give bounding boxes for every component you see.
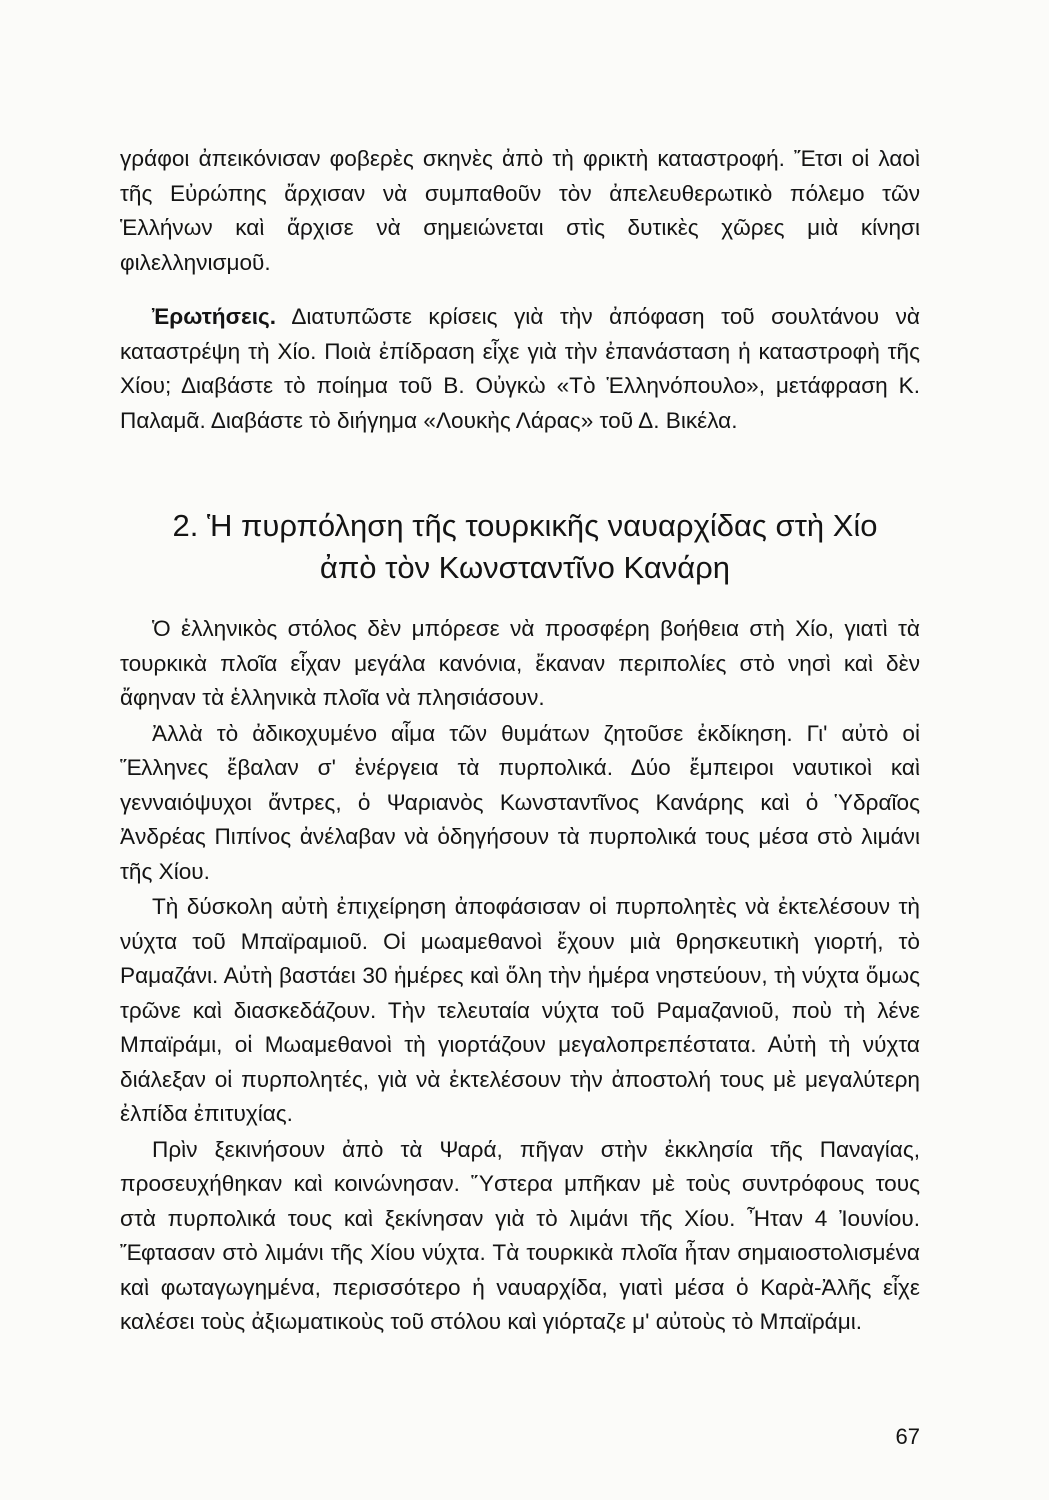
intro-paragraph: γράφοι ἀπεικόνισαν φοβερὲς σκηνὲς ἀπὸ τὴ φρικτὴ καταστροφή. Ἔτσι οἱ λαοὶ τῆς Εὐρώπης ἄρχισαν νὰ συμπαθοῦν τὸν ἀπελευθερωτικὸ πόλεμο τῶν Ἑλλήνων καὶ ἄρχισε νὰ σημειώνεται στὶς δυτικὲς χῶρες μιὰ κίνησι φιλελληνισμοῦ. — [120, 146, 920, 275]
questions-label: Ἐρωτήσεις. — [152, 304, 277, 329]
intro-paragraph-block — [120, 142, 920, 280]
questions-block — [120, 300, 920, 438]
section-heading — [60, 505, 990, 589]
body-paragraph-3: Τὴ δύσκολη αὐτὴ ἐπιχείρηση ἀποφάσισαν οἱ πυρπολητὲς νὰ ἐκτελέσουν τὴ νύχτα τοῦ Μπαϊραμιοῦ. Οἱ μωαμεθανοὶ ἔχουν μιὰ θρησκευτικὴ γιορτή, τὸ Ραμαζάνι. Αὐτὴ βαστάει 30 ἡμέρες καὶ ὅλη τὴν ἡμέρα νηστεύουν, τὴ νύχτα ὅμως τρῶνε καὶ διασκεδάζουν. Τὴν τελευταία νύχτα τοῦ Ραμαζανιοῦ, ποὺ τὴ λένε Μπαϊράμι, οἱ Μωαμεθανοὶ τὴ γιορτάζουν μεγαλοπρεπέστατα. Αὐτὴ τὴ νύχτα διάλεξαν οἱ πυρπολητές, γιὰ νὰ ἐκτελέσουν τὴν ἀποστολή τους μὲ μεγαλύτερη ἐλπίδα ἐπιτυχίας. — [120, 894, 920, 1126]
body-paragraph-1: Ὁ ἑλληνικὸς στόλος δὲν μπόρεσε νὰ προσφέρη βοήθεια στὴ Χίο, γιατὶ τὰ τουρκικὰ πλοῖα εἶχαν μεγάλα κανόνια, ἔκαναν περιπολίες στὸ νησὶ καὶ δὲν ἄφηναν τὰ ἑλληνικὰ πλοῖα νὰ πλησιάσουν. — [120, 616, 920, 710]
section-body — [120, 612, 920, 1341]
section-heading-line2: ἀπὸ τὸν Κωνσταντῖνο Κανάρη — [319, 550, 731, 585]
questions-text: Διατυπῶστε κρίσεις γιὰ τὴν ἀπόφαση τοῦ σουλτάνου νὰ καταστρέψη τὴ Χίο. Ποιὰ ἐπίδραση εἶχε γιὰ τὴν ἐπανάσταση ἡ καταστροφὴ τῆς Χίου; Διαβάστε τὸ ποίημα τοῦ Β. Οὐγκὼ «Τὸ Ἑλληνόπουλο», μετάφραση Κ. Παλαμᾶ. Διαβάστε τὸ διήγημα «Λουκὴς Λάρας» τοῦ Δ. Βικέλα. — [120, 304, 920, 433]
questions-paragraph — [120, 300, 920, 438]
body-paragraph-2: Ἀλλὰ τὸ ἀδικοχυμένο αἷμα τῶν θυμάτων ζητοῦσε ἐκδίκηση. Γι' αὐτὸ οἱ Ἕλληνες ἔβαλαν σ' ἐνέργεια τὰ πυρπολικά. Δύο ἔμπειροι ναυτικοὶ καὶ γενναιόψυχοι ἄντρες, ὁ Ψαριανὸς Κωνσταντῖνος Κανάρης καὶ ὁ Ὑδραῖος Ἀνδρέας Πιπίνος ἀνέλαβαν νὰ ὁδηγήσουν τὰ πυρπολικά τους μέσα στὸ λιμάνι τῆς Χίου. — [120, 720, 920, 884]
section-heading-line1: 2. Ἡ πυρπόληση τῆς τουρκικῆς ναυαρχίδας στὴ Χίο — [172, 508, 878, 543]
page-number: 67 — [895, 1424, 920, 1449]
body-paragraph-4: Πρὶν ξεκινήσουν ἀπὸ τὰ Ψαρά, πῆγαν στὴν ἐκκλησία τῆς Παναγίας, προσευχήθηκαν καὶ κοινώνησαν. Ὕστερα μπῆκαν μὲ τοὺς συντρόφους τους στὰ πυρπολικά τους καὶ ξεκίνησαν γιὰ τὸ λιμάνι τῆς Χίου. Ἦταν 4 Ἰουνίου. Ἔφτασαν στὸ λιμάνι τῆς Χίου νύχτα. Τὰ τουρκικὰ πλοῖα ἦταν σημαιοστολισμένα καὶ φωταγωγημένα, περισσότερο ἡ ναυαρχίδα, γιατὶ μέσα ὁ Καρὰ-Ἀλῆς εἶχε καλέσει τοὺς ἀξιωματικοὺς τοῦ στόλου καὶ γιόρταζε μ' αὐτοὺς τὸ Μπαϊράμι. — [120, 1136, 920, 1334]
